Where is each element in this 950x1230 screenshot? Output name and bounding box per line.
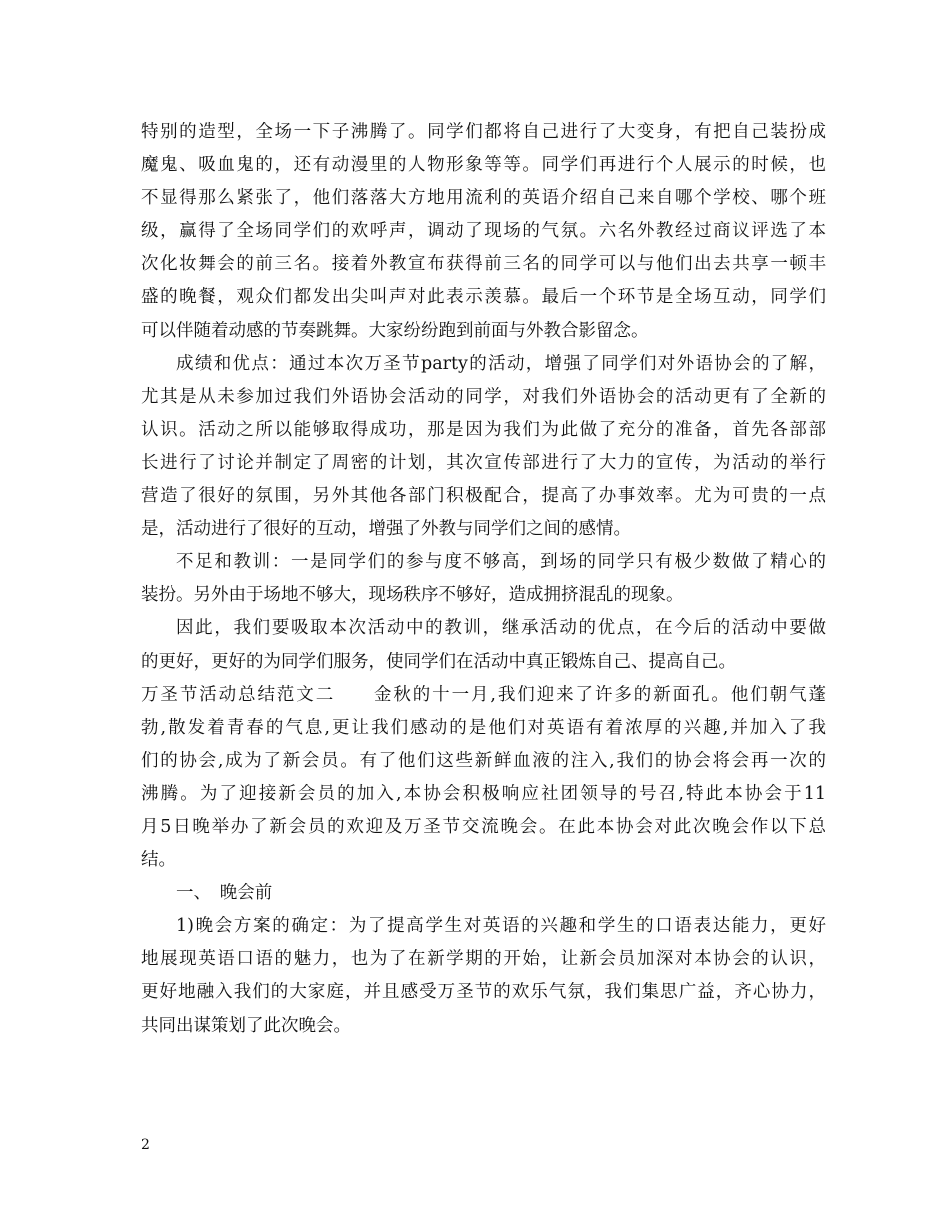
page-number: 2: [141, 1137, 150, 1153]
paragraph-costume-show: [141, 116, 826, 348]
text-line: 不显得那么紧张了，他们落落大方地用流利的英语介绍自己来自哪个学校、哪个班: [141, 188, 826, 209]
document-body: [141, 116, 826, 1043]
text-line: 因此，我们要吸取本次活动中的教训，继承活动的优点，在今后的活动中要做: [176, 618, 826, 639]
text-line: 长进行了讨论并制定了周密的计划，其次宣传部进行了大力的宣传，为活动的举行: [141, 452, 826, 473]
text-line: 营造了很好的氛围，另外其他各部门积极配合，提高了办事效率。尤为可贵的一点: [141, 486, 826, 507]
text-line: 万圣节活动总结范文二 金秋的十一月,我们迎来了许多的新面孔。他们朝气蓬: [141, 684, 826, 705]
text-line: 装扮。另外由于场地不够大，现场秩序不够好，造成拥挤混乱的现象。: [141, 585, 684, 606]
text-line: 魔鬼、吸血鬼的，还有动漫里的人物形象等等。同学们再进行个人展示的时候，也: [141, 155, 826, 176]
text-line: 们的协会,成为了新会员。有了他们这些新鲜血液的注入,我们的协会将会再一次的: [141, 750, 826, 771]
text-line: 成绩和优点：通过本次万圣节party的活动，增强了同学们对外语协会的了解，: [176, 353, 826, 374]
section-heading-before-party: [141, 877, 826, 910]
section-heading: 一、 晚会前: [176, 883, 273, 904]
text-line: 次化妆舞会的前三名。接着外教宣布获得前三名的同学可以与他们出去共享一顿丰: [141, 254, 826, 275]
paragraph-conclusion: [141, 612, 826, 678]
text-line: 级，赢得了全场同学们的欢呼声，调动了现场的气氛。六名外教经过商议评选了本: [141, 221, 826, 242]
text-line: 的更好，更好的为同学们服务，使同学们在活动中真正锻炼自己、提高自己。: [141, 651, 736, 672]
text-line: 不足和教训：一是同学们的参与度不够高，到场的同学只有极少数做了精心的: [176, 552, 826, 573]
text-line: 1)晚会方案的确定：为了提高学生对英语的兴趣和学生的口语表达能力，更好: [176, 916, 826, 937]
paragraph-achievements: [141, 348, 826, 547]
text-line: 结。: [141, 850, 176, 871]
paragraph-shortcomings: [141, 546, 826, 612]
text-line: 沸腾。为了迎接新会员的加入,本协会积极响应社团领导的号召,特此本协会于11: [141, 783, 826, 804]
text-line: 盛的晚餐，观众们都发出尖叫声对此表示羡慕。最后一个环节是全场互动，同学们: [141, 287, 826, 308]
text-line: 更好地融入我们的大家庭，并且感受万圣节的欢乐气氛，我们集思广益，齐心协力，: [141, 982, 826, 1003]
paragraph-party-plan: [141, 910, 826, 1042]
text-line: 月5日晚举办了新会员的欢迎及万圣节交流晚会。在此本协会对此次晚会作以下总: [141, 816, 826, 837]
paragraph-sample-two-intro: [141, 679, 826, 878]
text-line: 地展现英语口语的魅力，也为了在新学期的开始，让新会员加深对本协会的认识，: [141, 949, 826, 970]
text-line: 尤其是从未参加过我们外语协会活动的同学，对我们外语协会的活动更有了全新的: [141, 386, 826, 407]
text-line: 勃,散发着青春的气息,更让我们感动的是他们对英语有着浓厚的兴趣,并加入了我: [141, 717, 826, 738]
text-line: 认识。活动之所以能够取得成功，那是因为我们为此做了充分的准备，首先各部部: [141, 419, 826, 440]
text-line: 是，活动进行了很好的互动，增强了外教与同学们之间的感情。: [141, 519, 631, 540]
text-line: 特别的造型，全场一下子沸腾了。同学们都将自己进行了大变身，有把自己装扮成: [141, 122, 826, 142]
text-line: 共同出谋策划了此次晚会。: [141, 1015, 351, 1036]
text-line: 可以伴随着动感的节奏跳舞。大家纷纷跑到前面与外教合影留念。: [141, 320, 649, 341]
